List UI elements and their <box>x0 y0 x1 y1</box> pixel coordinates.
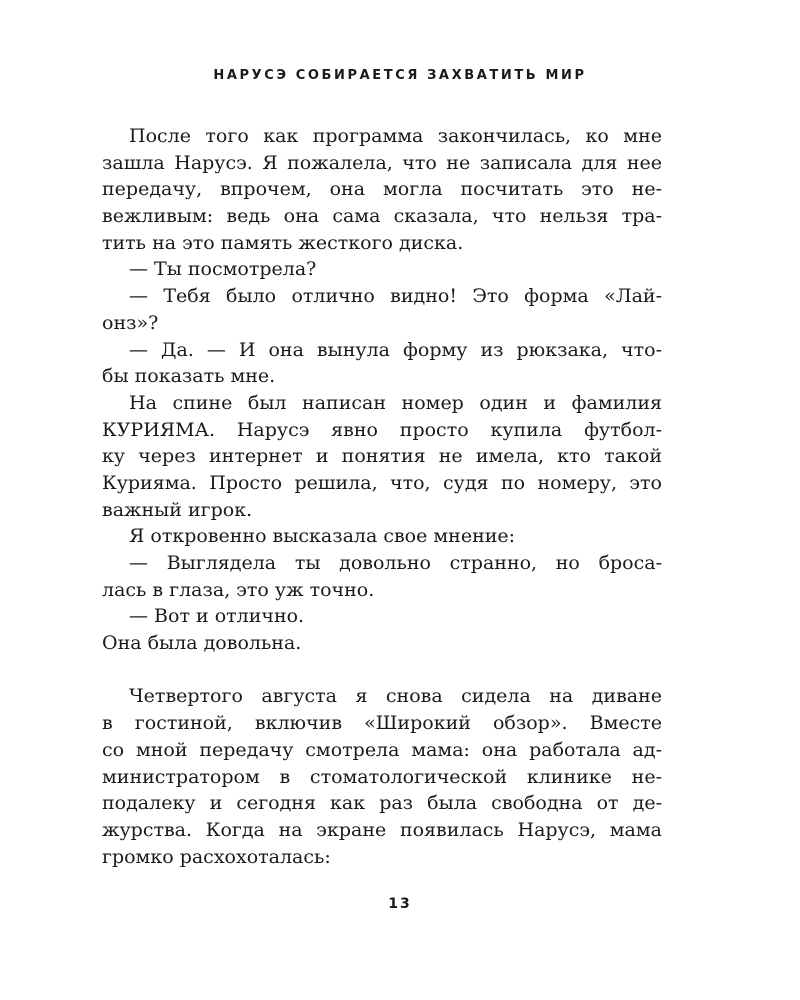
text-line: важный игрок. <box>102 498 253 521</box>
section-break <box>102 657 662 684</box>
text-line: журства. Когда на экране появилась Нарусэ, мама <box>102 818 662 841</box>
text-line: — Ты посмотрела? <box>129 258 317 281</box>
text-line: онз»? <box>102 311 159 334</box>
text-line: — Вот и отлично. <box>129 605 305 628</box>
text-line: — Выглядела ты довольно странно, но броса- <box>129 552 662 574</box>
text-line: Четвертого августа я снова сидела на диване <box>129 685 662 708</box>
text-line: После того как программа закончилась, ко мне <box>129 125 662 147</box>
body-text <box>102 123 662 870</box>
text-line: со мной передачу смотрела мама: она работала ад- <box>102 738 662 761</box>
text-line: Курияма. Просто решила, что, судя по номеру, это <box>102 471 662 494</box>
text-line: вежливым: ведь она сама сказала, что нельзя тра- <box>102 205 662 228</box>
text-line: ку через интернет и понятия не имела, кто такой <box>102 445 662 468</box>
text-line: КУРИЯМА. Нарусэ явно просто купила футбол- <box>102 418 662 441</box>
text-line: в гостиной, включив «Широкий обзор». Вместе <box>102 712 662 735</box>
text-line: подалеку и сегодня как раз была свободна от де- <box>102 792 662 815</box>
text-line: громко расхохоталась: <box>102 845 331 868</box>
running-head: НАРУСЭ СОБИРАЕТСЯ ЗАХВАТИТЬ МИР <box>213 68 587 83</box>
text-line: бы показать мне. <box>102 365 276 388</box>
text-line: На спине был написан номер один и фамилия <box>129 391 662 414</box>
text-line: Я откровенно высказала свое мнение: <box>129 525 516 548</box>
text-line: — Тебя было отлично видно! Это форма «Лай- <box>129 285 662 308</box>
text-line: зашла Нарусэ. Я пожалела, что не записала для нее <box>102 151 662 174</box>
text-line: тить на это память жесткого диска. <box>102 231 464 254</box>
page-number: 13 <box>388 896 412 912</box>
text-line: — Да. — И она вынула форму из рюкзака, что- <box>129 338 662 361</box>
text-line: лась в глаза, это уж точно. <box>102 578 375 601</box>
text-line: Она была довольна. <box>102 632 302 655</box>
text-line: передачу, впрочем, она могла посчитать это не- <box>102 178 662 201</box>
text-line: министратором в стоматологической клинике не- <box>102 765 662 788</box>
